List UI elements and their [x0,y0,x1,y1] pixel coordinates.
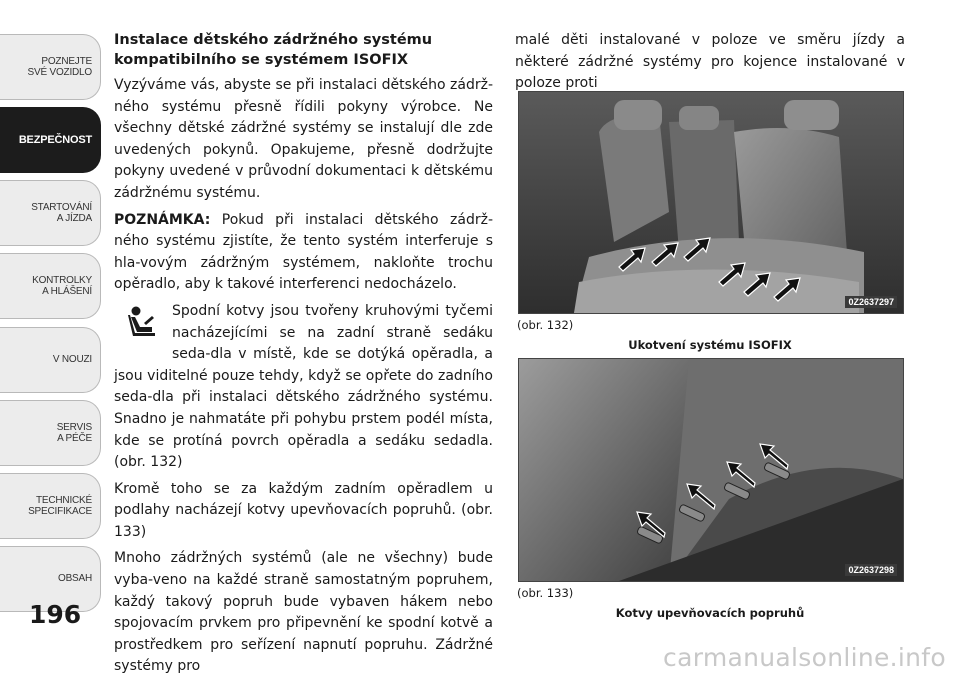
section-heading [114,30,493,70]
tab-obsah[interactable]: OBSAH [0,546,101,612]
page-number: 196 [29,600,82,629]
paragraph-tether-anchors: Kromě toho se za každým zadním opěradlem u podlahy nacházejí kotvy upevňovacích popruhů. (obr. 133) [114,480,493,540]
note-text: Pokud při instalaci dětského zádrž-ného systému zjistíte, že tento systém interferuje s hla-vovým zádržným systémem, nakloňte trochu opěradlo, aby k takové interferenci nedocházelo. [114,211,493,293]
heading-line-1: Instalace dětského zádržného systému [114,32,433,48]
figure-caption-133: Kotvy upevňovacích popruhů [615,606,805,620]
figure-code: 0Z2637297 [845,296,897,308]
right-column [515,30,905,100]
tab-poznejte-sve-vozidlo[interactable]: POZNEJTE SVÉ VOZIDLO [0,34,101,100]
figure-ref-132: (obr. 132) [517,318,574,332]
tab-startovani-a-jizda[interactable]: STARTOVÁNÍ A JÍZDA [0,180,101,246]
tab-technicke-specifikace[interactable]: TECHNICKÉ SPECIFIKACE [0,473,101,539]
paragraph-lower-anchors: Spodní kotvy jsou tvořeny kruhovými tyčemi nacházejícími se na zadní straně sedáku seda-dla v místě, kde se dotýká opěradla, a jsou viditelné pouze tehdy, když se opřete do zadního seda-dla při instalaci dětského zádržného systému. Snadno je nahmatáte při pohybu prstem podél místa, kde se protíná povrch opěradla a sedáku sedadla. (obr. 132) [114,302,493,471]
figure-ref-133: (obr. 133) [517,586,574,600]
tab-servis-a-pece[interactable]: SERVIS A PÉČE [0,400,101,466]
rear-seat-illustration [519,92,903,313]
paragraph-straps: Mnoho zádržných systémů (ale ne všechny) bude vyba-veno na každé straně samostatným popruhem, každý takový popruh bude vybaven hákem nebo spojovacím prvkem pro připevnění ke spodní kotvě a prostředkem pro seřízení napnutí popruhu. Zádržné systémy pro [114,550,493,675]
left-column [114,30,493,683]
figure-isofix-anchors [518,91,904,314]
paragraph-continued: malé děti instalované v poloze ve směru jízdy a některé zádržné systémy pro kojence instalované v poloze proti [515,32,905,92]
note-label: POZNÁMKA: [114,211,211,228]
seatback-floor-illustration [519,359,903,581]
anchor-paragraph-block [114,301,493,474]
heading-line-2: kompatibilního se systémem ISOFIX [114,52,409,68]
figure-code: 0Z2637298 [845,564,897,576]
note-paragraph [114,210,493,296]
figure-caption-132: Ukotvení systému ISOFIX [628,338,792,352]
watermark: carmanualsonline.info [663,643,946,672]
tab-bezpecnost[interactable]: BEZPEČNOST [0,107,101,173]
paragraph-instructions: Vyzýváme vás, abyste se při instalaci dětského zádrž-ného systému přesně řídili pokyny výrobce. Ne všechny dětské zádržné systémy se instalují dle zde uvedených pokynů. Opakujeme, přesně dodržujte pokyny uvedené v průvodní dokumentaci k dětskému zádržnému systému. [114,77,493,201]
tab-v-nouzi[interactable]: V NOUZI [0,327,101,393]
figure-tether-anchors [518,358,904,582]
tab-kontrolky-a-hlaseni[interactable]: KONTROLKY A HLÁŠENÍ [0,253,101,319]
child-seat-icon [112,303,172,361]
